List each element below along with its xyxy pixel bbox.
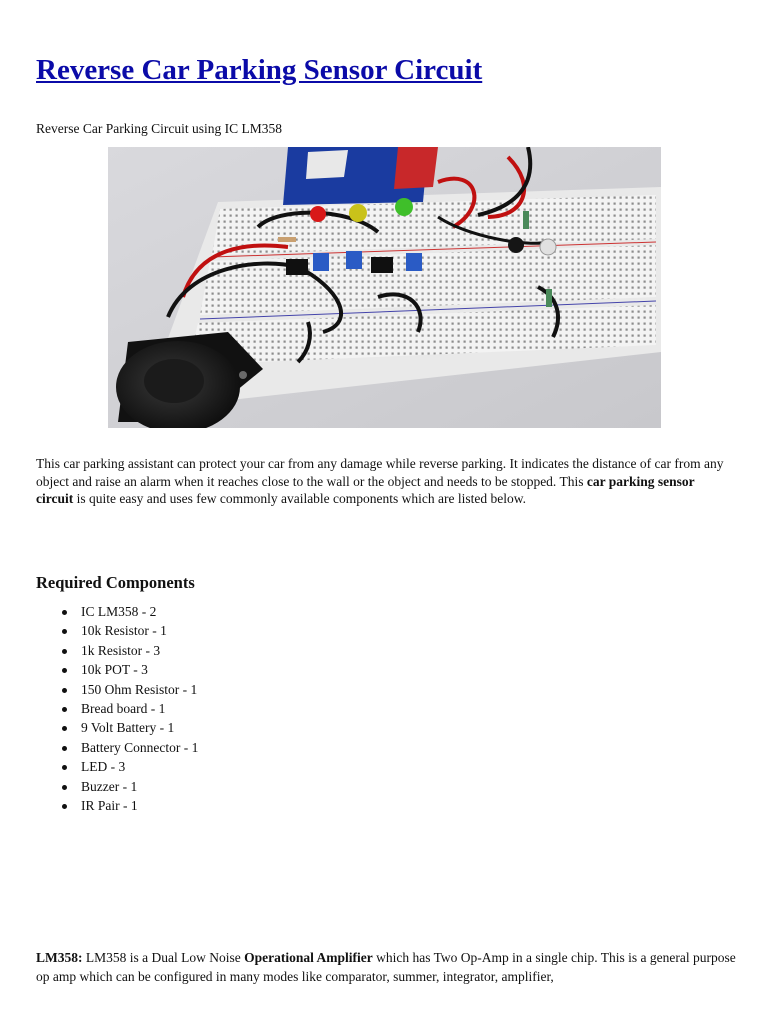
- list-item: LED - 3: [62, 757, 198, 776]
- list-item: 10k POT - 3: [62, 660, 198, 679]
- list-item: IC LM358 - 2: [62, 602, 198, 621]
- article-title[interactable]: Reverse Car Parking Sensor Circuit: [36, 54, 483, 86]
- list-item: Buzzer - 1: [62, 777, 198, 796]
- intro-paragraph: [36, 455, 726, 508]
- list-item: IR Pair - 1: [62, 796, 198, 815]
- lm358-label: LM358:: [36, 950, 83, 965]
- lm358-text-end: which has Two Op-Amp in a single chip. This is a general purpose op amp which can be configured in many modes like comparator, summer, integrator, amplifier,: [36, 950, 736, 984]
- list-item: 9 Volt Battery - 1: [62, 718, 198, 737]
- intro-text-start: This car parking assistant can protect your car from any damage while reverse parking. It indicates the distance of car from any object and raise an alarm when it reaches close to the wall or the object and needs to be stopped. This: [36, 456, 724, 489]
- intro-bold-term: car parking sensor circuit: [36, 473, 695, 506]
- list-item: Bread board - 1: [62, 699, 198, 718]
- lm358-bold-term: Operational Amplifier: [244, 950, 373, 965]
- components-list: [62, 602, 198, 815]
- lm358-text-start: LM358 is a Dual Low Noise: [82, 950, 245, 965]
- circuit-photo: [108, 147, 661, 428]
- list-item: 1k Resistor - 3: [62, 641, 198, 660]
- image-caption: Reverse Car Parking Circuit using IC LM358: [36, 121, 282, 136]
- list-item: 10k Resistor - 1: [62, 621, 198, 640]
- intro-text-end: is quite easy and uses few commonly available components which are listed below.: [73, 491, 527, 506]
- list-item: Battery Connector - 1: [62, 738, 198, 757]
- components-heading: Required Components: [36, 573, 195, 592]
- lm358-paragraph: [36, 948, 736, 986]
- list-item: 150 Ohm Resistor - 1: [62, 680, 198, 699]
